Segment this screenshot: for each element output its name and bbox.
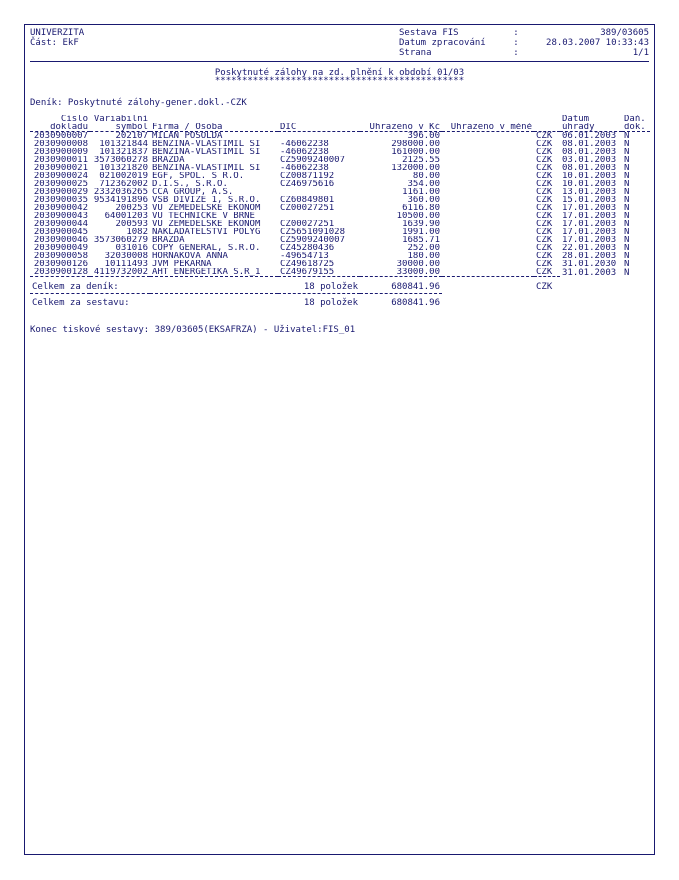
cell-firma-osoba: BENZINA-VLASTIMIL SI [152, 148, 261, 156]
cell-dan-dok: N [624, 188, 630, 196]
cell-dic: CZ00027251 [280, 220, 335, 228]
cell-dic: CZ00871192 [280, 172, 335, 180]
total-sestava-count: 18 položek [303, 298, 358, 308]
cell-firma-osoba: VU TECHNICKE V BRNE [152, 212, 255, 220]
cell-uhrazeno-kc: 1991.00 [402, 228, 440, 236]
cell-mena-kod: CZK [536, 268, 553, 277]
cell-firma-osoba: CCA GROUP, A.S. [152, 188, 234, 196]
table-row [30, 252, 650, 260]
cell-firma-osoba: MILAN POSOLDA [152, 131, 223, 140]
cell-datum-uhrady: 17.01.2003 [562, 204, 617, 212]
journal-line: Deník: Poskytnuté zálohy-gener.dokl.-CZK [30, 98, 247, 108]
cell-variabilni-symbol: 64001203 [104, 212, 148, 220]
cell-dan-dok: N [624, 212, 630, 220]
cell-variabilni-symbol: 101321820 [99, 164, 148, 172]
cell-cislo-dokladu: 2030900029 [33, 188, 88, 196]
cell-mena-kod: CZK [536, 212, 553, 220]
cell-datum-uhrady: 17.01.2003 [562, 236, 617, 244]
cell-variabilni-symbol: 200593 [115, 220, 148, 228]
cell-cislo-dokladu: 2030900011 [33, 156, 88, 164]
cell-variabilni-symbol: 10111493 [104, 260, 148, 268]
meta-strana-colon: : [513, 48, 519, 58]
cell-mena-kod: CZK [536, 164, 553, 172]
table-row [30, 148, 650, 156]
table-row [30, 180, 650, 188]
cell-firma-osoba: HORNAKOVA ANNA [152, 252, 228, 260]
cell-uhrazeno-kc: 1161.00 [402, 188, 440, 196]
cell-variabilni-symbol: 2332036265 [93, 188, 148, 196]
cell-uhrazeno-mena [442, 196, 534, 204]
cell-uhrazeno-mena [442, 228, 534, 236]
cell-mena-kod: CZK [536, 172, 553, 180]
cell-variabilni-symbol: 1082 [126, 228, 148, 236]
cell-variabilni-symbol: 32030008 [104, 252, 148, 260]
cell-uhrazeno-kc: 298000.00 [391, 140, 440, 148]
cell-firma-osoba: NAKLADATELSTVI POLYG [152, 228, 261, 236]
cell-variabilni-symbol: 3573060278 [93, 156, 148, 164]
cell-cislo-dokladu: 2030900024 [33, 172, 88, 180]
table-row [30, 212, 650, 220]
cell-mena-kod: CZK [536, 220, 553, 228]
cell-dan-dok: N [624, 156, 630, 164]
report-title: Poskytnuté zálohy na zd. plnění k období 01/03 [214, 68, 465, 78]
cell-datum-uhrady: 15.01.2003 [562, 196, 617, 204]
cell-firma-osoba: BENZINA-VLASTIMIL SI [152, 140, 261, 148]
table-row [30, 164, 650, 172]
cell-dic: CZ5909240007 [280, 236, 346, 244]
cell-uhrazeno-kc: 2125.55 [402, 156, 440, 164]
cell-dan-dok: N [624, 180, 630, 188]
cell-uhrazeno-kc: 1639.90 [402, 220, 440, 228]
cell-cislo-dokladu: 2030900007 [33, 131, 88, 140]
cell-uhrazeno-mena [442, 252, 534, 260]
cell-dic: CZ46975616 [280, 180, 335, 188]
cell-variabilni-symbol: 101321837 [99, 148, 148, 156]
cell-dic: CZ49618725 [280, 260, 335, 268]
cell-uhrazeno-mena [442, 204, 534, 212]
meta-sestava-colon: : [513, 28, 519, 38]
table-row [30, 156, 650, 164]
cell-uhrazeno-mena [442, 164, 534, 172]
cell-dan-dok: N [624, 244, 630, 252]
cell-firma-osoba: BRAZDA [152, 236, 185, 244]
table-row [30, 268, 650, 277]
cell-variabilni-symbol: 202107 [115, 131, 148, 140]
cell-uhrazeno-mena [442, 188, 534, 196]
cell-dic: -46062238 [280, 164, 329, 172]
cell-dan-dok: N [624, 164, 630, 172]
col-datum-line2: úhrady [560, 123, 622, 132]
col-dan-line2: dok. [622, 123, 650, 132]
meta-datum-colon: : [513, 38, 519, 48]
cell-mena-kod: CZK [536, 180, 553, 188]
cell-dic: CZ49679155 [280, 268, 335, 277]
meta-strana-value: 1/1 [632, 48, 649, 58]
cell-uhrazeno-mena [442, 172, 534, 180]
total-sestava-amount: 680841.96 [391, 298, 440, 308]
report-header [30, 28, 649, 62]
cell-firma-osoba: VSB DIVIZE 1, S.R.O. [152, 196, 261, 204]
cell-dic: -49654713 [280, 252, 329, 260]
cell-uhrazeno-mena [442, 156, 534, 164]
cell-dic: CZ5909240007 [280, 156, 346, 164]
cell-uhrazeno-mena [442, 220, 534, 228]
total-denik-amount: 680841.96 [391, 281, 440, 292]
cell-dan-dok: N [624, 196, 630, 204]
cell-dan-dok: N [624, 236, 630, 244]
col-datum-line1: Datum [562, 115, 590, 123]
cell-cislo-dokladu: 2030900025 [33, 180, 88, 188]
total-denik-currency: CZK [536, 282, 553, 292]
cell-variabilni-symbol: 021002019 [99, 172, 148, 180]
col-cislo-line1: Číslo [60, 115, 88, 123]
cell-dan-dok: N [624, 268, 630, 277]
meta-sestava-value: 389/03605 [600, 28, 649, 38]
cell-mena-kod: CZK [536, 204, 553, 212]
cell-dic: CZ45280436 [280, 244, 335, 252]
table-row [30, 236, 650, 244]
cell-datum-uhrady: 17.01.2003 [562, 212, 617, 220]
cell-datum-uhrady: 17.01.2003 [562, 220, 617, 228]
cell-dic: CZ00027251 [280, 204, 335, 212]
cell-mena-kod: CZK [536, 252, 553, 260]
table-row [30, 260, 650, 268]
cell-dan-dok: N [624, 172, 630, 180]
cell-cislo-dokladu: 2030900043 [33, 212, 88, 220]
cell-uhrazeno-kc: 252.00 [407, 244, 440, 252]
col-firma: Firma / Osoba [150, 123, 278, 132]
cell-uhrazeno-kc: 1685.71 [402, 236, 440, 244]
cell-uhrazeno-mena [442, 260, 534, 268]
cell-cislo-dokladu: 2030900044 [33, 220, 88, 228]
cell-cislo-dokladu: 2030900009 [33, 148, 88, 156]
table-row [30, 196, 650, 204]
cell-variabilni-symbol: 101321844 [99, 140, 148, 148]
cell-datum-uhrady: 08.01.2003 [562, 140, 617, 148]
total-sestava-row [30, 297, 650, 309]
col-uhrazeno-mena: Uhrazeno v měně [442, 123, 534, 132]
cell-firma-osoba: VU ZEMEDELSKE EKONOM [152, 204, 261, 212]
cell-cislo-dokladu: 2030900126 [33, 260, 88, 268]
cell-datum-uhrady: 28.01.2003 [562, 252, 617, 260]
cell-variabilni-symbol: 031016 [115, 244, 148, 252]
report-title-block [30, 69, 649, 85]
cell-uhrazeno-kc: 360.00 [407, 196, 440, 204]
cell-mena-kod: CZK [536, 244, 553, 252]
cell-dan-dok: N [624, 260, 630, 268]
table-header [30, 115, 650, 132]
cell-cislo-dokladu: 2030900049 [33, 244, 88, 252]
cell-uhrazeno-kc: 80.00 [412, 172, 440, 180]
cell-uhrazeno-kc: 354.00 [407, 180, 440, 188]
col-symbol-line1: Variabilní [93, 115, 148, 123]
meta-strana-label: Strana [399, 48, 432, 58]
cell-mena-kod: CZK [536, 196, 553, 204]
cell-firma-osoba: AHT ENERGETIKA S.R_1 [152, 268, 261, 277]
cell-dic [278, 212, 360, 220]
title-underline: ********************************************** [214, 76, 465, 86]
cell-mena-kod: CZK [536, 260, 553, 268]
cell-cislo-dokladu: 2030900128 [33, 268, 88, 277]
cell-cislo-dokladu: 2030900045 [33, 228, 88, 236]
cell-dic [278, 188, 360, 196]
cell-dic: -46062238 [280, 140, 329, 148]
col-cislo-line2: dokladu [30, 123, 90, 132]
cell-mena-kod: CZK [536, 188, 553, 196]
cell-variabilni-symbol: 712362002 [99, 180, 148, 188]
cell-mena-kod: CZK [536, 131, 553, 140]
cell-cislo-dokladu: 2030900021 [33, 164, 88, 172]
cell-uhrazeno-kc: 30000.00 [396, 260, 440, 268]
university-name: UNIVERZITA [30, 28, 85, 38]
cell-dan-dok: N [624, 228, 630, 236]
cell-uhrazeno-mena [442, 268, 534, 277]
cell-uhrazeno-mena [442, 132, 534, 141]
cell-uhrazeno-mena [442, 236, 534, 244]
cell-datum-uhrady: 10.01.2003 [562, 172, 617, 180]
cell-datum-uhrady: 31.01.2030 [562, 260, 617, 268]
total-denik-count: 18 položek [303, 281, 358, 292]
cell-uhrazeno-kc: 161000.00 [391, 148, 440, 156]
cell-firma-osoba: D.I.S., S.R.O. [152, 180, 228, 188]
cell-mena-kod: CZK [536, 148, 553, 156]
cell-mena-kod: CZK [536, 236, 553, 244]
cell-datum-uhrady: 17.01.2003 [562, 228, 617, 236]
cell-uhrazeno-kc: 33000.00 [396, 268, 440, 277]
cell-firma-osoba: BENZINA-VLASTIMIL SI [152, 164, 261, 172]
cell-datum-uhrady: 10.01.2003 [562, 180, 617, 188]
cell-dan-dok: N [624, 252, 630, 260]
table-row [30, 228, 650, 236]
cell-dan-dok: N [624, 204, 630, 212]
department-line: Část: EkF [30, 38, 79, 48]
table-row [30, 188, 650, 196]
total-sestava-label: Celkem za sestavu: [32, 298, 130, 308]
table-row [30, 244, 650, 252]
meta-datum-value: 28.03.2007 10:33:43 [546, 38, 649, 48]
report-sheet [24, 24, 655, 855]
cell-cislo-dokladu: 2030900042 [33, 204, 88, 212]
cell-uhrazeno-kc: 396.00 [407, 131, 440, 140]
cell-mena-kod: CZK [536, 140, 553, 148]
cell-mena-kod: CZK [536, 228, 553, 236]
cell-dan-dok: N [624, 131, 630, 140]
col-dic: DIČ [278, 123, 360, 132]
table-body [30, 132, 650, 277]
cell-cislo-dokladu: 2030900035 [33, 196, 88, 204]
cell-uhrazeno-mena [442, 212, 534, 220]
cell-dan-dok: N [624, 220, 630, 228]
cell-cislo-dokladu: 2030900046 [33, 236, 88, 244]
cell-dic: CZ60849801 [280, 196, 335, 204]
col-dan-line1: Daň. [624, 115, 646, 123]
total-denik-label: Celkem za deník: [32, 281, 119, 292]
meta-datum-label: Datum zpracování [399, 38, 486, 48]
cell-uhrazeno-kc: 132000.00 [391, 164, 440, 172]
table-totals [30, 277, 650, 310]
cell-dic: -46062238 [280, 148, 329, 156]
table-row [30, 172, 650, 180]
cell-dan-dok: N [624, 140, 630, 148]
cell-uhrazeno-kc: 6116.80 [402, 204, 440, 212]
table-row [30, 204, 650, 212]
cell-datum-uhrady: 31.01.2003 [562, 268, 617, 277]
cell-uhrazeno-mena [442, 140, 534, 148]
cell-firma-osoba: COPY GENERAL, S.R.O. [152, 244, 261, 252]
table-row [30, 140, 650, 148]
meta-sestava-label: Sestava FIS [399, 28, 459, 38]
table-row [30, 220, 650, 228]
report-meta [399, 28, 649, 58]
col-uhrazeno-kc: Uhrazeno v Kč [360, 123, 442, 132]
col-symbol-line2: symbol [90, 123, 150, 132]
cell-firma-osoba: BRAZDA [152, 156, 185, 164]
cell-variabilni-symbol: 200253 [115, 204, 148, 212]
cell-variabilni-symbol: 9534191896 [93, 196, 148, 204]
end-of-report-line: Konec tiskové sestavy: 389/03605(EKSAFRZA) - Uživatel:FIS_01 [30, 325, 356, 335]
cell-cislo-dokladu: 2030900008 [33, 140, 88, 148]
table-row [30, 132, 650, 141]
cell-cislo-dokladu: 2030900058 [33, 252, 88, 260]
cell-variabilni-symbol: 3573060279 [93, 236, 148, 244]
cell-uhrazeno-kc: 10500.00 [396, 212, 440, 220]
cell-firma-osoba: JVM PEKARNA [152, 260, 212, 268]
cell-datum-uhrady: 08.01.2003 [562, 148, 617, 156]
cell-firma-osoba: EGF, SPOL. S R.O. [152, 172, 245, 180]
cell-variabilni-symbol: 4119732002 [93, 268, 148, 277]
cell-dic: CZ5651091028 [280, 228, 346, 236]
advances-table [30, 115, 650, 309]
cell-datum-uhrady: 22.01.2003 [562, 244, 617, 252]
cell-dic [278, 132, 360, 141]
total-denik-row [30, 281, 650, 294]
cell-datum-uhrady: 03.01.2003 [562, 156, 617, 164]
cell-uhrazeno-mena [442, 180, 534, 188]
cell-uhrazeno-mena [442, 148, 534, 156]
cell-firma-osoba: VU ZEMEDELSKE EKONOM [152, 220, 261, 228]
cell-datum-uhrady: 06.01.2003 [562, 131, 617, 140]
cell-datum-uhrady: 08.01.2003 [562, 164, 617, 172]
cell-uhrazeno-kc: 180.00 [407, 252, 440, 260]
cell-datum-uhrady: 13.01.2003 [562, 188, 617, 196]
cell-dan-dok: N [624, 148, 630, 156]
cell-mena-kod: CZK [536, 156, 553, 164]
cell-uhrazeno-mena [442, 244, 534, 252]
